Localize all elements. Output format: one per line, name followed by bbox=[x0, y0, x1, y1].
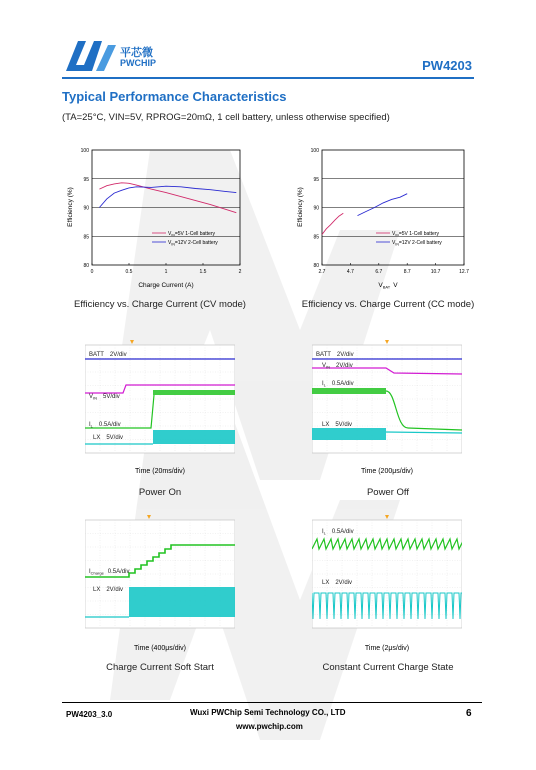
part-number: PW4203 bbox=[422, 58, 472, 73]
scope-caption-power-off: Power Off bbox=[366, 487, 410, 498]
x-axis-label: $V_{BAT}$ V bbox=[378, 282, 398, 290]
legend-label-1cell: $V_{IN}=5V$ 1-Cell battery bbox=[168, 231, 216, 238]
x-tick-label: 2 bbox=[238, 269, 242, 275]
x-tick-label: 4.7 bbox=[346, 269, 354, 275]
ch-label-lx: LX 5V/div bbox=[93, 435, 124, 441]
ch-label-batt: BATT 2V/div bbox=[316, 352, 354, 358]
section-title: Typical Performance Characteristics bbox=[62, 89, 287, 104]
x-tick-label: 0 bbox=[90, 269, 94, 275]
y-tick-label: 80 bbox=[83, 263, 89, 269]
trace-il-active bbox=[153, 390, 235, 395]
x-tick-label: 6.7 bbox=[375, 269, 383, 275]
series-line-2 bbox=[358, 194, 408, 216]
series-line-1 bbox=[99, 183, 236, 213]
scope-caption-power-on: Power On bbox=[138, 487, 182, 498]
test-conditions: (TA=25°C, VIN=5V, RPROG=20mΩ, 1 cell battery, unless otherwise specified) bbox=[62, 112, 390, 123]
document-id: PW4203_3.0 bbox=[66, 710, 113, 719]
ch-label-vin: $V_{IN}$ 2V/div bbox=[322, 363, 353, 370]
legend-label-2cell: $V_{IN}=12V$ 2-Cell battery bbox=[168, 240, 218, 247]
series-line-1 bbox=[322, 213, 343, 234]
trigger-marker-icon bbox=[385, 340, 389, 344]
scope-power-on bbox=[85, 340, 235, 455]
y-axis-label: Efficiency (%) bbox=[67, 187, 74, 227]
legend-label-1cell: $V_{IN}=5V$ 1-Cell battery bbox=[392, 231, 440, 238]
ch-label-il: $I_L$ 0.5A/div bbox=[89, 422, 121, 429]
x-tick-label: 1 bbox=[164, 269, 168, 275]
ch-label-lx: LX 2V/div bbox=[322, 580, 353, 586]
x-tick-label: 8.7 bbox=[403, 269, 411, 275]
company-name: Wuxi PWChip Semi Technology CO., LTD bbox=[190, 708, 346, 717]
ch-label-lx: LX 5V/div bbox=[322, 422, 353, 428]
y-tick-label: 85 bbox=[313, 234, 319, 241]
company-website[interactable]: www.pwchip.com bbox=[236, 722, 303, 731]
scope-caption-cc-state: Constant Current Charge State bbox=[322, 662, 454, 673]
efficiency-cv-chart bbox=[62, 145, 262, 295]
page-number: 6 bbox=[466, 708, 472, 719]
logo-chinese-name: 平芯微 bbox=[120, 47, 153, 59]
efficiency-cc-chart bbox=[292, 145, 492, 295]
y-axis-label: Efficiency (%) bbox=[297, 187, 304, 227]
x-tick-label: 1.5 bbox=[199, 269, 207, 275]
logo-english-name: PWCHIP bbox=[120, 58, 156, 68]
legend bbox=[376, 231, 442, 247]
trigger-marker-icon bbox=[147, 515, 151, 519]
series-line-2 bbox=[99, 186, 236, 207]
trace-lx-switching bbox=[129, 587, 235, 617]
chart-caption-cc: Efficiency vs. Charge Current (CC mode) bbox=[301, 299, 475, 310]
y-tick-label: 100 bbox=[80, 148, 89, 154]
legend-label-2cell: $V_{IN}=12V$ 2-Cell battery bbox=[392, 240, 442, 247]
scope-timebase: Time (200μs/div) bbox=[360, 468, 413, 475]
footer-rule bbox=[62, 702, 482, 703]
ch-label-lx: LX 2V/div bbox=[93, 587, 124, 593]
chart-caption-cv: Efficiency vs. Charge Current (CV mode) bbox=[74, 299, 246, 310]
header-rule bbox=[62, 77, 474, 79]
scope-timebase: Time (2μs/div) bbox=[364, 645, 410, 652]
trace-lx-switching bbox=[153, 430, 235, 444]
legend bbox=[152, 231, 218, 247]
x-tick-label: 10.7 bbox=[430, 269, 441, 275]
ch-label-il: $I_L$ 0.5A/div bbox=[322, 381, 354, 388]
y-tick-label: 90 bbox=[83, 205, 89, 212]
y-tick-label: 95 bbox=[313, 176, 319, 183]
x-tick-label: 0.5 bbox=[125, 269, 133, 275]
trace-il-active bbox=[312, 388, 386, 394]
company-logo-mark bbox=[62, 35, 118, 75]
y-tick-label: 85 bbox=[83, 234, 89, 241]
scope-soft-start bbox=[85, 515, 235, 630]
scope-power-off bbox=[312, 340, 462, 455]
x-axis-label: Charge Current (A) bbox=[138, 282, 194, 289]
scope-timebase: Time (400μs/div) bbox=[133, 645, 186, 652]
y-tick-label: 80 bbox=[313, 263, 319, 269]
trigger-marker-icon bbox=[130, 340, 134, 344]
ch-label-icharge: $I_{Charge}$ 0.5A/div bbox=[89, 569, 130, 576]
scope-caption-soft-start: Charge Current Soft Start bbox=[106, 662, 214, 673]
ch-label-il: $I_L$ 0.5A/div bbox=[322, 529, 354, 536]
y-tick-label: 95 bbox=[83, 176, 89, 183]
y-tick-label: 100 bbox=[310, 148, 319, 154]
trigger-marker-icon bbox=[385, 515, 389, 519]
scope-cc-state bbox=[312, 515, 462, 630]
scope-timebase: Time (20ms/div) bbox=[135, 468, 185, 475]
ch-label-vin: $V_{IN}$ 5V/div bbox=[89, 394, 120, 401]
trace-lx-switching bbox=[312, 428, 386, 440]
y-tick-label: 90 bbox=[313, 205, 319, 212]
x-tick-label: 2.7 bbox=[318, 269, 326, 275]
x-tick-label: 12.7 bbox=[459, 269, 469, 275]
ch-label-batt: BATT 2V/div bbox=[89, 352, 127, 358]
